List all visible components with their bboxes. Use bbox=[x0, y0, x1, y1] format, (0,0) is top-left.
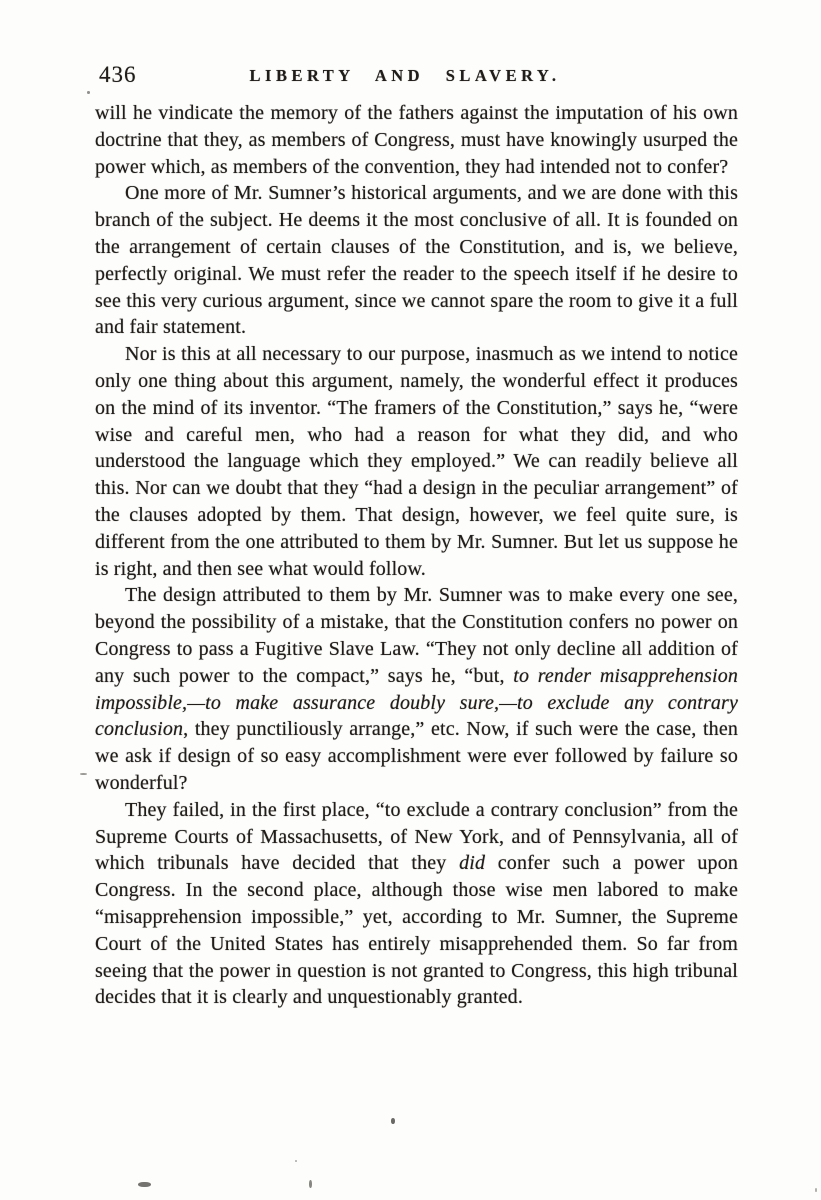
running-title: LIBERTY AND SLAVERY. bbox=[249, 66, 561, 85]
ink-speck bbox=[309, 1180, 312, 1188]
ink-speck bbox=[391, 1118, 395, 1124]
text-segment: The design attributed to them by Mr. Sumner was to make every one see, beyond the possibility of a mistake, that the Constitution confers no power on Congress to pass a Fugitive Slave Law. “They not only decline all addition of any such power to the compact,” says he, “but, bbox=[95, 584, 738, 687]
text-segment: , they punctiliously arrange,” etc. Now, if such were the case, then we ask if design of so easy accomplishment were ever followed by failure so wonderful? bbox=[95, 718, 738, 794]
paragraph bbox=[95, 180, 738, 341]
text-segment: One more of Mr. Sumner’s historical arguments, and we are done with this branch of the subject. He deems it the most conclusive of all. It is founded on the arrangement of certain clauses of the Constitution, and is, we believe, perfectly original. We must refer the reader to the speech itself if he desire to see this very curious argument, since we cannot spare the room to give it a full and fair statement. bbox=[95, 182, 738, 339]
text-segment: confer such a power upon Congress. In the second place, although those wise men labored to make “misapprehension impossible,” yet, according to Mr. Sumner, the Supreme Court of the United States has entirely misapprehended them. So far from seeing that the power in question is not granted to Congress, this high tribunal decides that it is clearly and unquestionably granted. bbox=[95, 852, 738, 1009]
ink-speck bbox=[815, 1188, 817, 1192]
paragraph bbox=[95, 100, 738, 180]
italic-text-segment: to render misapprehension impossible,—to make assurance doubly sure,—to exclude any contrary conclusion bbox=[95, 664, 738, 741]
ink-speck bbox=[295, 1160, 297, 1162]
italic-text-segment: did bbox=[459, 852, 486, 875]
paragraph bbox=[95, 797, 738, 1011]
text-segment: Nor is this at all necessary to our purpose, inasmuch as we intend to notice only one thing about this argument, namely, the wonderful effect it produces on the mind of its inventor. “The framers of the Constitution,” says he, “were wise and careful men, who had a reason for what they did, and who understood the language which they employed.” We can readily believe all this. Nor can we doubt that they “had a design in the peculiar arrangement” of the clauses adopted by them. That design, however, we feel quite sure, is different from the one attributed to them by Mr. Sumner. But let us suppose he is right, and then see what would follow. bbox=[95, 343, 738, 580]
ink-speck bbox=[80, 773, 87, 775]
text-segment: They failed, in the first place, “to exclude a contrary conclusion” from the Supreme Courts of Massachusetts, of New York, and of Pennsylvania, all of which tribunals have decided that they bbox=[95, 798, 738, 875]
text-segment: will he vindicate the memory of the fathers against the imputation of his own doctrine that they, as members of Congress, must have knowingly usurped the power which, as members of the convention, they had intended not to confer? bbox=[95, 102, 738, 178]
paragraph bbox=[95, 582, 738, 796]
ink-speck bbox=[87, 91, 90, 94]
page-number: 436 bbox=[99, 62, 137, 87]
ink-speck bbox=[138, 1182, 151, 1187]
text-body bbox=[95, 100, 738, 1011]
paragraph bbox=[95, 341, 738, 582]
